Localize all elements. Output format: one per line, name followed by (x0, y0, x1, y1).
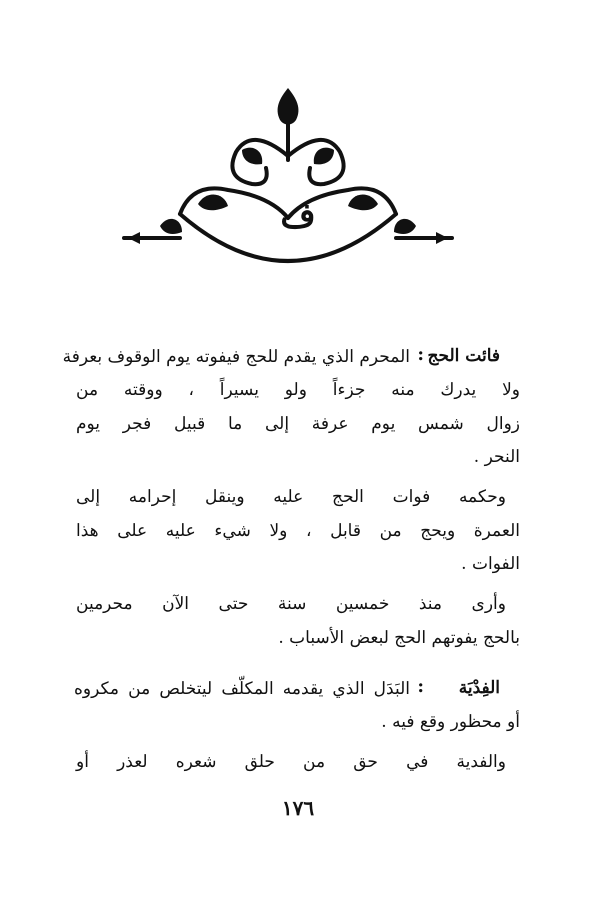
definition-line: العمرة ويحج من قابل ، ولا شيء عليه على هذا (76, 521, 520, 541)
decorative-ornament (120, 86, 456, 270)
entry-term: الفِدْيَة (458, 678, 500, 698)
definition-line: النحر . (473, 447, 520, 467)
definition-line: ولا يدرك منه جزءاً ولو يسيراً ، ووقته من (76, 380, 520, 400)
definition-line: البَدَل الذي يقدمه المكلّف ليتخلص من مكروه (74, 679, 410, 699)
definition-line: المحرم الذي يقدم للحج فيفوته يوم الوقوف بعرفة (62, 347, 410, 367)
definition-line: بالحج يفوتهم الحج لبعض الأسباب . (278, 628, 520, 648)
definition-line: الفوات . (461, 554, 520, 574)
entry-colon: : (417, 676, 424, 697)
page-number: ١٧٦ (281, 796, 315, 820)
definition-line: وحكمه فوات الحج عليه وينقل إحرامه إلى (76, 487, 506, 507)
definition-line: أو محظور وقع فيه . (381, 712, 520, 732)
entry-term: فائت الحج (427, 346, 500, 366)
definition-line: والفدية في حق من حلق شعره لعذر أو (76, 752, 506, 772)
ornament-letter: ف (280, 196, 316, 236)
entry-colon: : (417, 344, 424, 365)
definition-line: وأرى منذ خمسين سنة حتى الآن محرمين (76, 594, 506, 614)
definition-line: زوال شمس يوم عرفة إلى ما قبيل فجر يوم (76, 414, 520, 434)
